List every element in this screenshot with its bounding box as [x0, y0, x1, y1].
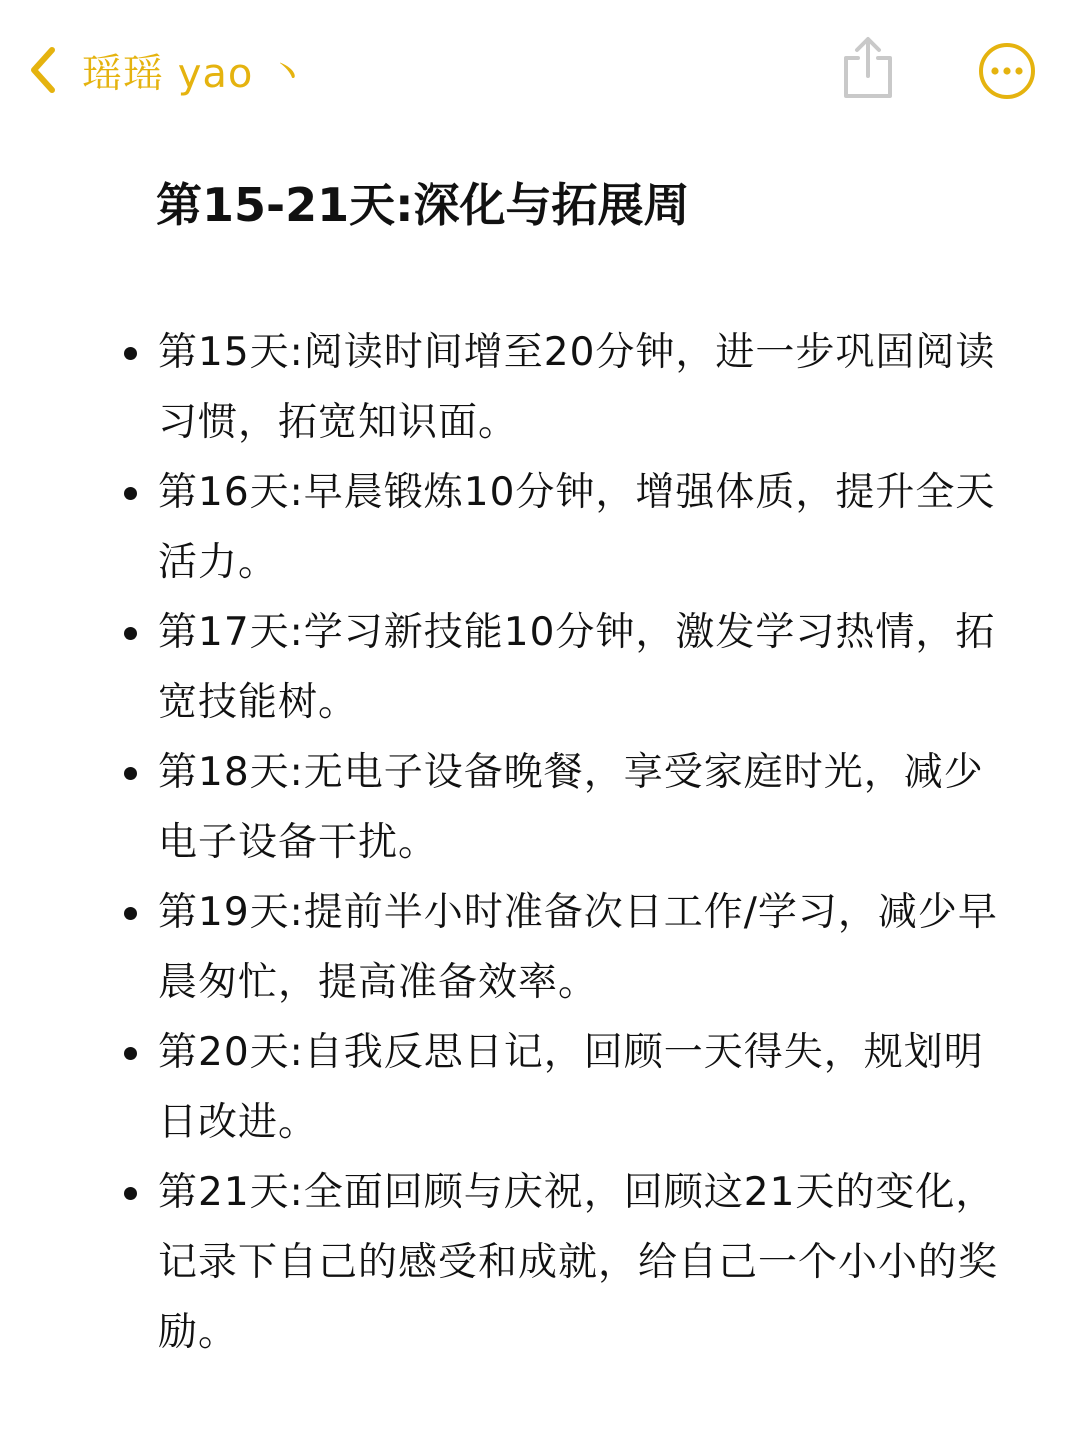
share-icon[interactable]: [838, 34, 898, 102]
back-label: 瑶瑶 yao 丶: [82, 50, 309, 97]
list-item: [0, 878, 1000, 1018]
bullet-dot: [124, 907, 137, 920]
chevron-left-icon: [24, 42, 64, 98]
list-item: [0, 458, 1000, 598]
list-item-text: 第18天:无电子设备晚餐，享受家庭时光，减少电子设备干扰。: [158, 750, 984, 865]
list-item: [0, 1018, 1000, 1158]
bullet-dot: [124, 347, 137, 360]
list-item: [0, 318, 1000, 458]
bullet-dot: [124, 1047, 137, 1060]
list-item-text: 第19天:提前半小时准备次日工作/学习，减少早晨匆忙，提高准备效率。: [158, 890, 998, 1005]
bullet-dot: [124, 1187, 137, 1200]
list-item-text: 第20天:自我反思日记，回顾一天得失，规划明日改进。: [158, 1030, 984, 1145]
list-item-text: 第15天:阅读时间增至20分钟，进一步巩固阅读习惯，拓宽知识面。: [158, 330, 996, 445]
bullet-dot: [124, 627, 137, 640]
bullet-dot: [124, 487, 137, 500]
list-item-text: 第17天:学习新技能10分钟，激发学习热情，拓宽技能树。: [158, 610, 996, 725]
list-item-text: 第21天:全面回顾与庆祝，回顾这21天的变化，记录下自己的感受和成就，给自己一个小小的奖励。: [158, 1170, 999, 1355]
list-item: [0, 738, 1000, 878]
note-title: 第15-21天:深化与拓展周: [156, 178, 690, 232]
nav-bar: [0, 0, 1080, 140]
list-item: [0, 1158, 1000, 1368]
more-ellipsis-icon[interactable]: [978, 42, 1036, 100]
list-item-text: 第16天:早晨锻炼10分钟，增强体质，提升全天活力。: [158, 470, 996, 585]
back-button[interactable]: [24, 38, 308, 102]
bullet-list: [0, 318, 1080, 1368]
bullet-dot: [124, 767, 137, 780]
list-item: [0, 598, 1000, 738]
